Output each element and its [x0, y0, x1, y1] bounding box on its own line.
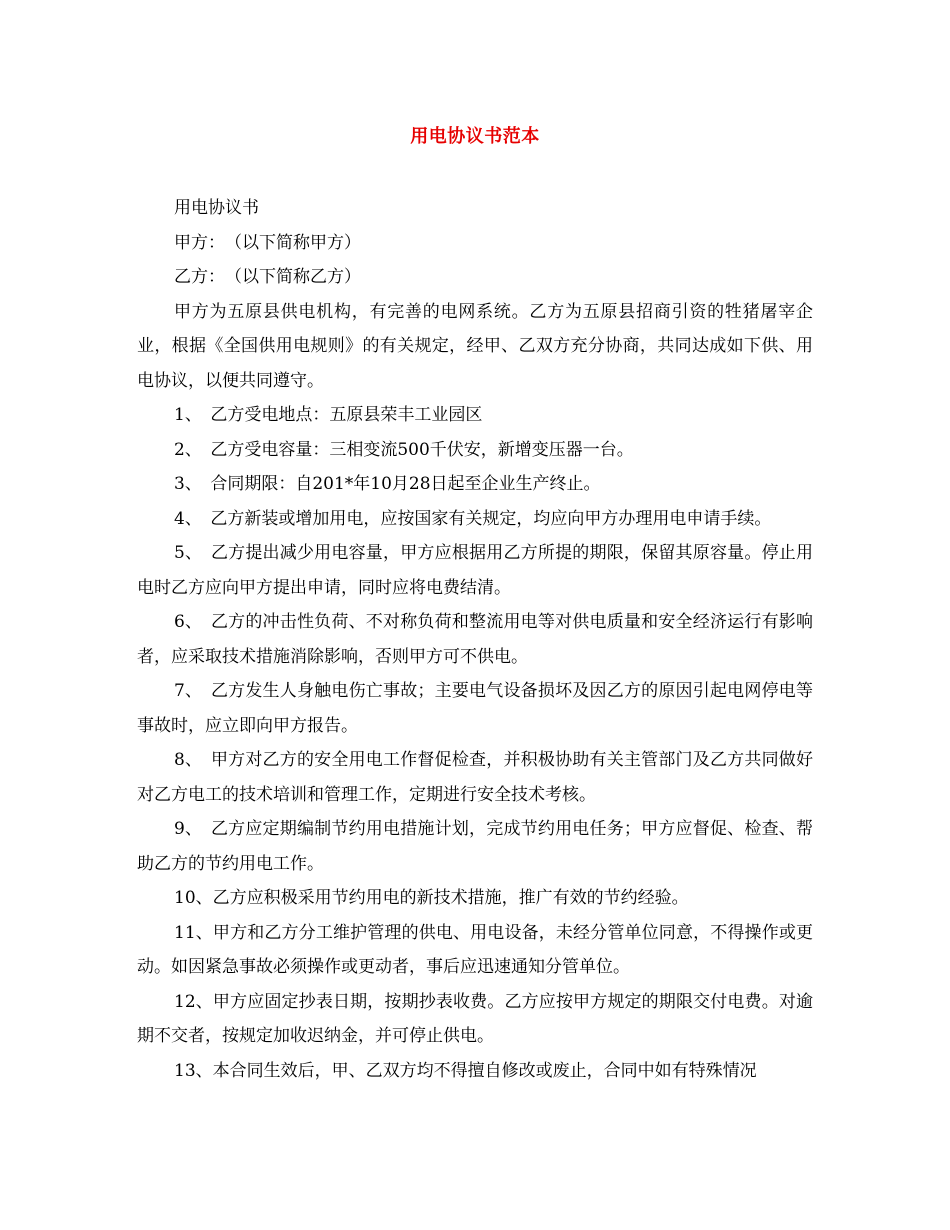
clause-12: 12、甲方应固定抄表日期，按期抄表收费。乙方应按甲方规定的期限交付电费。对逾期不交者，按规定加收迟纳金，并可停止供电。	[137, 991, 813, 1046]
clause-3: 3、 合同期限：自201*年10月28日起至企业生产终止。	[174, 474, 601, 494]
clause-7: 7、 乙方发生人身触电伤亡事故；主要电气设备损坏及因乙方的原因引起电网停电等事故时，应立即向甲方报告。	[137, 681, 813, 736]
clause-8: 8、 甲方对乙方的安全用电工作督促检查，并积极协助有关主管部门及乙方共同做好对乙方电工的技术培训和管理工作，定期进行安全技术考核。	[137, 750, 813, 805]
clause-13: 13、本合同生效后，甲、乙双方均不得擅自修改或废止，合同中如有特殊情况	[174, 1060, 757, 1081]
clause-6: 6、 乙方的冲击性负荷、不对称负荷和整流用电等对供电质量和安全经济运行有影响者，应采取技术措施消除影响，否则甲方可不供电。	[137, 612, 813, 667]
clause-5: 5、 乙方提出减少用电容量，甲方应根据用乙方所提的期限，保留其原容量。停止用电时乙方应向甲方提出申请，同时应将电费结清。	[137, 543, 813, 598]
clause-9: 9、 乙方应定期编制节约用电措施计划，完成节约用电任务；甲方应督促、检查、帮助乙方的节约用电工作。	[137, 819, 813, 874]
clause-1: 1、 乙方受电地点：五原县荣丰工业园区	[174, 405, 483, 425]
paragraph-intro: 甲方为五原县供电机构，有完善的电网系统。乙方为五原县招商引资的牲猪屠宰企业，根据《全国供用电规则》的有关规定，经甲、乙双方充分协商，共同达成如下供、用电协议，以便共同遵守。	[137, 301, 813, 391]
paragraph-party-a: 甲方： （以下简称甲方）	[174, 232, 361, 253]
paragraph-party-b: 乙方： （以下简称乙方）	[174, 267, 361, 287]
clause-4: 4、 乙方新装或增加用电，应按国家有关规定，均应向甲方办理用电申请手续。	[174, 508, 772, 529]
clause-2: 2、 乙方受电容量：三相变流500千伏安，新增变压器一台。	[174, 439, 634, 460]
document-title: 用电协议书范本	[410, 126, 540, 147]
clause-11: 11、甲方和乙方分工维护管理的供电、用电设备，未经分管单位同意，不得操作或更动。如因紧急事故必须操作或更动者，事后应迅速通知分管单位。	[137, 922, 813, 977]
document-body	[137, 191, 813, 1088]
paragraph-heading: 用电协议书	[174, 198, 259, 218]
clause-10: 10、乙方应积极采用节约用电的新技术措施，推广有效的节约经验。	[174, 888, 689, 908]
